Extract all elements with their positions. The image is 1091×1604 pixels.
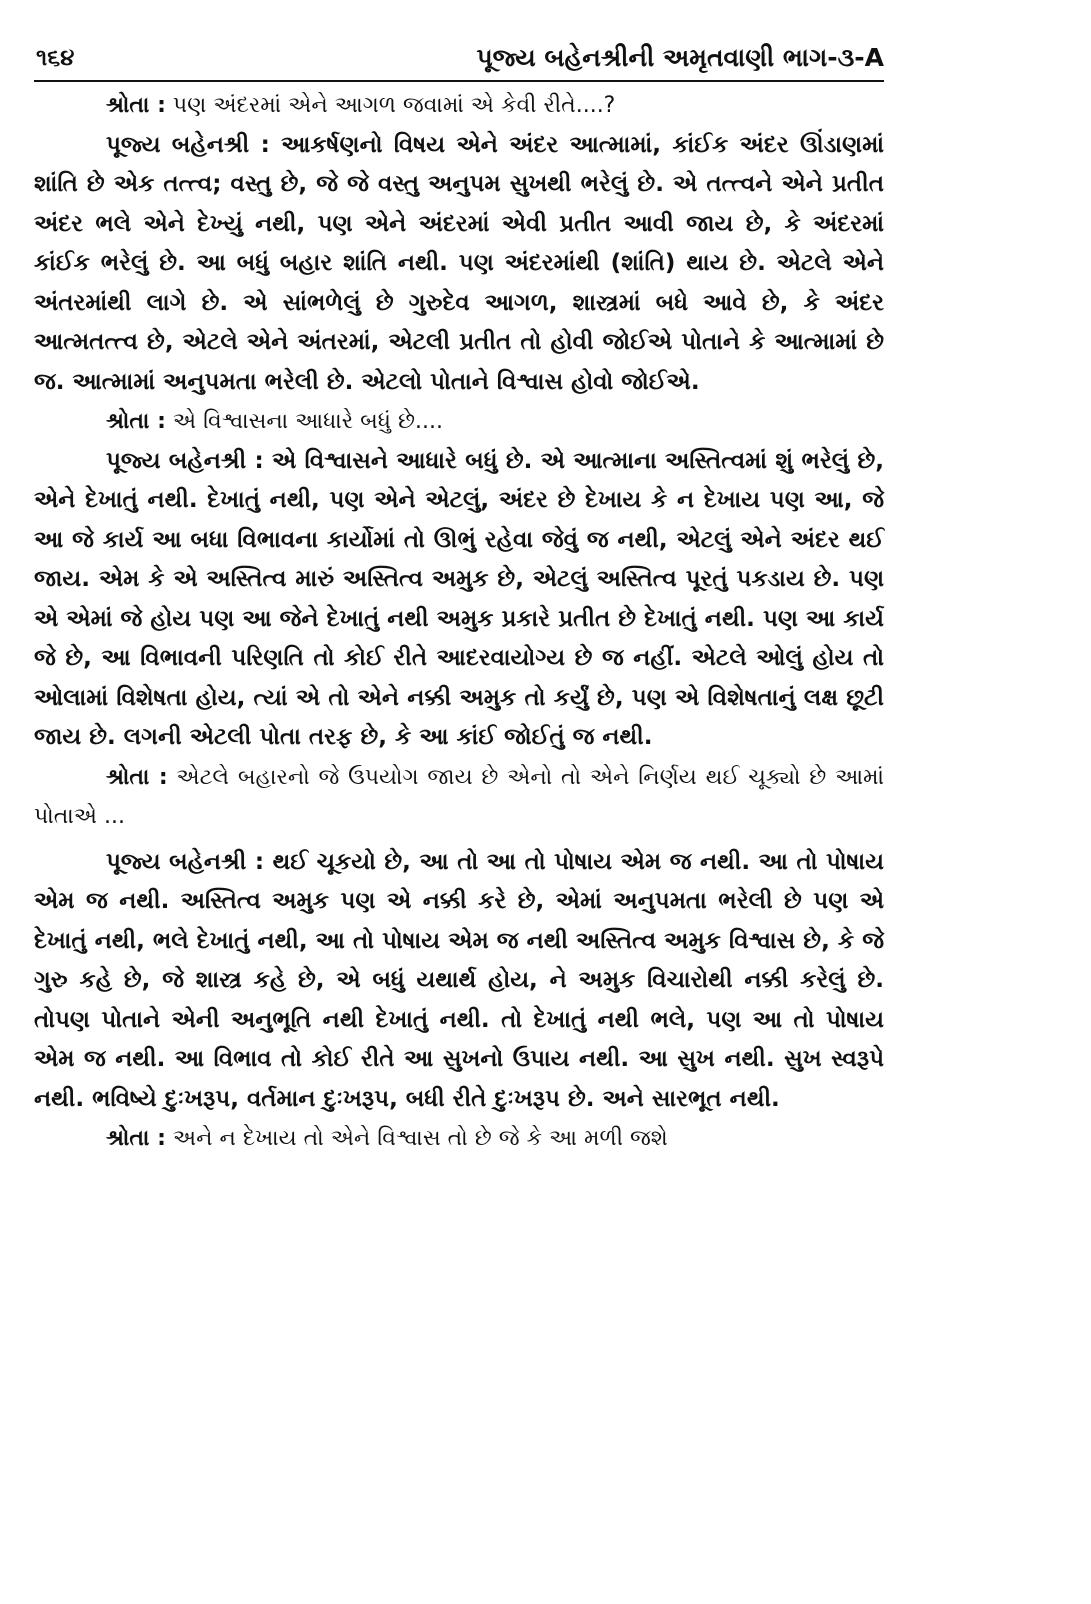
- bahenshri-answer-3: [34, 843, 884, 1120]
- listener-question-3: [34, 758, 884, 837]
- speaker-label: શ્રોતા :: [106, 93, 166, 118]
- book-title: પૂજ્ય બહેનશ્રીની અમૃતવાણી ભાગ-૩-A: [476, 43, 884, 72]
- speaker-label: શ્રોતા :: [106, 764, 168, 790]
- page-body: [34, 86, 884, 1159]
- listener-question-4: [34, 1119, 884, 1159]
- answer-text: થઈ ચૂકયો છે, આ તો આ તો પોષાય એમ જ નથી. આ તો પોષાય એમ જ નથી. અસ્તિત્વ અમુક પણ એ નક્કી કરે છે, એમાં અનુપમતા ભરેલી છે પણ એ દેખાતું નથી, ભલે દેખાતું નથી, આ તો પોષાય એમ જ નથી અસ્તિત્વ અમુક વિશ્વાસ છે, કે જે ગુરુ કહે છે, જે શાસ્ત્ર કહે છે, એ બધું યથાર્થ હોય, ને અમુક વિચારોથી નક્કી કરેલું છે. તોપણ પોતાને એની અનુભૂતિ નથી દેખાતું નથી. તો દેખાતું નથી ભલે, પણ આ તો પોષાય એમ જ નથી. આ વિભાવ તો કોઈ રીતે આ સુખનો ઉપાય નથી. આ સુખ નથી. સુખ સ્વરૂપે નથી. ભવિષ્યે દુઃખરૂપ, વર્તમાન દુઃખરૂપ, બધી રીતે દુઃખરૂપ છે. અને સારભૂત નથી.: [34, 848, 884, 1112]
- question-text: એટલે બહારનો જે ઉપયોગ જાય છે એનો તો એને નિર્ણય થઈ ચૂક્યો છે આમાં પોતાએ ...: [34, 764, 884, 829]
- listener-question-2: [34, 402, 884, 442]
- question-text: પણ અંદરમાં એને આગળ જવામાં એ કેવી રીતે....?: [165, 93, 616, 118]
- speaker-label: શ્રોતા :: [106, 409, 166, 434]
- question-text: એ વિશ્વાસના આધારે બધું છે....: [165, 409, 443, 434]
- bahenshri-answer-2: [34, 442, 884, 758]
- bahenshri-answer-1: [34, 126, 884, 403]
- answer-text: એ વિશ્વાસને આધારે બધું છે. એ આત્માના અસ્તિત્વમાં શું ભરેલું છે, એને દેખાતું નથી. દેખાતું નથી, પણ એને એટલું, અંદર છે દેખાય કે ન દેખાય પણ આ, જે આ જે કાર્ય આ બધા વિભાવના કાર્યોમાં તો ઊભું રહેવા જેવું જ નથી, એટલું એને અંદર થઈ જાય. એમ કે એ અસ્તિત્વ મારું અસ્તિત્વ અમુક છે, એટલું અસ્તિત્વ પૂરતું પકડાય છે. પણ એ એમાં જે હોય પણ આ જેને દેખાતું નથી અમુક પ્રકારે પ્રતીત છે દેખાતું નથી. પણ આ કાર્ય જે છે, આ વિભાવની પરિણતિ તો કોઈ રીતે આદરવાયોગ્ય છે જ નહીં. એટલે ઓલું હોય તો ઓલામાં વિશેષતા હોય, ત્યાં એ તો એને નક્કી અમુક તો કર્યું છે, પણ એ વિશેષતાનું લક્ષ છૂટી જાય છે. લગની એટલી પોતા તરફ છે, કે આ કાંઈ જોઈતું જ નથી.: [34, 447, 884, 750]
- speaker-label: પૂજ્ય બહેનશ્રી :: [106, 447, 264, 474]
- listener-question-1: [34, 86, 884, 126]
- speaker-label: પૂજ્ય બહેનશ્રી :: [106, 131, 270, 158]
- document-page: [34, 38, 884, 1159]
- speaker-label: પૂજ્ય બહેનશ્રી :: [106, 848, 265, 875]
- page-header: [34, 38, 884, 82]
- question-text: અને ન દેખાય તો એને વિશ્વાસ તો છે જે કે આ મળી જશે: [165, 1126, 668, 1151]
- speaker-label: શ્રોતા :: [106, 1126, 166, 1151]
- answer-text: આકર્ષણનો વિષય એને અંદર આત્મામાં, કાંઈક અંદર ઊંડાણમાં શાંતિ છે એક તત્ત્વ; વસ્તુ છે, જે જે વસ્તુ અનુપમ સુખથી ભરેલું છે. એ તત્ત્વને એને પ્રતીત અંદર ભલે એને દેખ્યું નથી, પણ એને અંદરમાં એવી પ્રતીત આવી જાય છે, કે અંદરમાં કાંઈક ભરેલું છે. આ બધું બહાર શાંતિ નથી. પણ અંદરમાંથી (શાંતિ) થાય છે. એટલે એને અંતરમાંથી લાગે છે. એ સાંભળેલું છે ગુરુદેવ આગળ, શાસ્ત્રમાં બધે આવે છે, કે અંદર આત્મતત્ત્વ છે, એટલે એને અંતરમાં, એટલી પ્રતીત તો હોવી જોઈએ પોતાને કે આત્મામાં છે જ. આત્મામાં અનુપમતા ભરેલી છે. એટલો પોતાને વિશ્વાસ હોવો જોઈએ.: [34, 131, 884, 395]
- page-number: ૧૬૪: [36, 45, 75, 71]
